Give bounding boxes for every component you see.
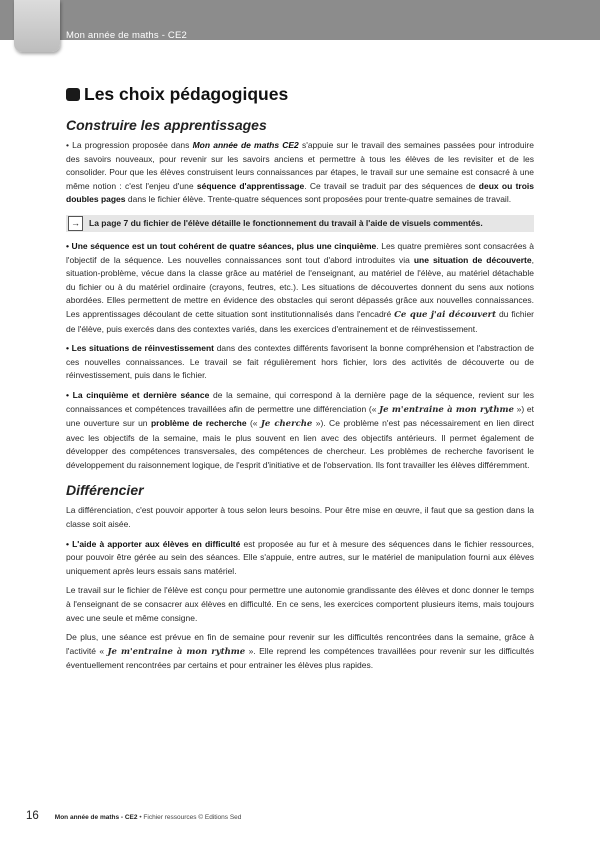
page-number: 16 [26, 810, 39, 822]
paragraph-cinquieme-seance: • La cinquième et dernière séance de la semaine, qui correspond à la dernière page de la séquence, revient sur les connaissances et compétences travaillées afin de permettre une différenciation (« Je m'entraine à mon rythme ») et une ouverture sur un problème de recherche (« Je cherche »). Ce problème n'est pas nécessairement en lien direct avec les objectifs de la semaine, mais le plus souvent en lien avec des objectifs antérieurs. Il permet également de développer des compétences transversales, des compétences de chercheur. Les problèmes de recherche favorisent le développement du raisonnement logique, de l'esprit d'initiative et de l'observation. Ils font travailler les élèves différemment. [66, 389, 534, 470]
section-title-differencier: Différencier [66, 482, 144, 499]
header-tab-decoration [14, 0, 60, 52]
paragraph-aide-difficulte: • L'aide à apporter aux élèves en difficulté est proposée au fur et à mesure des séquences dans le fichier ressources, pour pouvoir être gérée au sein des séances. Elle s'appuie, entre autres, sur le matériel de manipulation fourni aux élèves uniquement après leurs essais sans matériel. [66, 538, 534, 576]
callout-note [66, 215, 534, 232]
bullet-square-icon [66, 88, 80, 101]
paragraph-fin-semaine: De plus, une séance est prévue en fin de semaine pour revenir sur les difficultés rencontrées dans la semaine, grâce à l'activité « Je m'entraine à mon rythme ». Elle reprend les compétences travaillées pour revenir sur les difficultés éventuellement rencontrées par certains et pour entrainer les élèves plus rapides. [66, 632, 534, 671]
paragraph-differenciation: La différenciation, c'est pouvoir apporter à tous selon leurs besoins. Pour être mise en œuvre, il faut que sa gestion dans la classe soit aisée. [66, 505, 534, 530]
paragraph-progression: • La progression proposée dans Mon année de maths CE2 s'appuie sur le travail des semaines passées pour introduire des savoirs nouveaux, pour revenir sur les savoirs anciens et permettre à tous les élèves de les revisiter et de les consolider. Pour que les élèves construisent leurs connaissances par étapes, le travail sur une semaine est consacré à une même notion : c'est l'enjeu d'une séquence d'apprentissage. Ce travail se traduit par des séquences de deux ou trois doubles pages dans le fichier élève. Trente-quatre séquences sont proposées pour trente-quatre semaines de travail. [66, 140, 534, 205]
paragraph-autonomie: Le travail sur le fichier de l'élève est conçu pour permettre une autonomie grandissante des élèves et donc donner le temps à l'enseignant de se consacrer aux élèves en difficulté. En ce sens, les exercices comportent plusieurs items, mais toujours avec une seule et même consigne. [66, 585, 534, 623]
arrow-right-icon: → [68, 216, 83, 231]
page-footer [26, 810, 241, 822]
page-content [66, 84, 534, 679]
page-title [66, 84, 534, 105]
callout-text: La page 7 du fichier de l'élève détaille le fonctionnement du travail à l'aide de visuels commentés. [89, 218, 483, 229]
footer-credits: Mon année de maths - CE2 • Fichier ressources © Editions Sed [54, 814, 242, 821]
section-title-construire: Construire les apprentissages [66, 117, 267, 133]
page-title-text: Les choix pédagogiques [84, 84, 289, 104]
paragraph-sequence: • Une séquence est un tout cohérent de quatre séances, plus une cinquième. Les quatre premières sont consacrées à l'objectif de la séquence. Les nouvelles connaissances sont tout d'abord introduites via une situation de découverte, situation-problème, vécue dans la classe grâce au matériel de l'enseignant, au matériel de l'élève, au matériel détachable du fichier ou à du matériel ordinaire (crayons, feutres, etc.). Les situations de découvertes donnent du sens aux notions abordées. Elles permettent de mettre en évidence des obstacles qui seront dépassés grâce aux nouvelles connaissances. Les apprentissages découlant de cette situation sont institutionnalisés dans l'encadré Ce que j'ai découvert du fichier de l'élève, puis exercés dans des contextes variés, dans les exercices d'entrainement et de réinvestissement. [66, 240, 535, 334]
header-title: Mon année de maths - CE2 [66, 30, 187, 41]
paragraph-reinvestissement: • Les situations de réinvestissement dans des contextes différents favorisent la bonne compréhension et l'abstraction de ces nouvelles connaissances. Le travail se fait régulièrement hors fichier, lors des activités de découverte ou de réinvestissement, puis dans le fichier. [66, 343, 534, 381]
